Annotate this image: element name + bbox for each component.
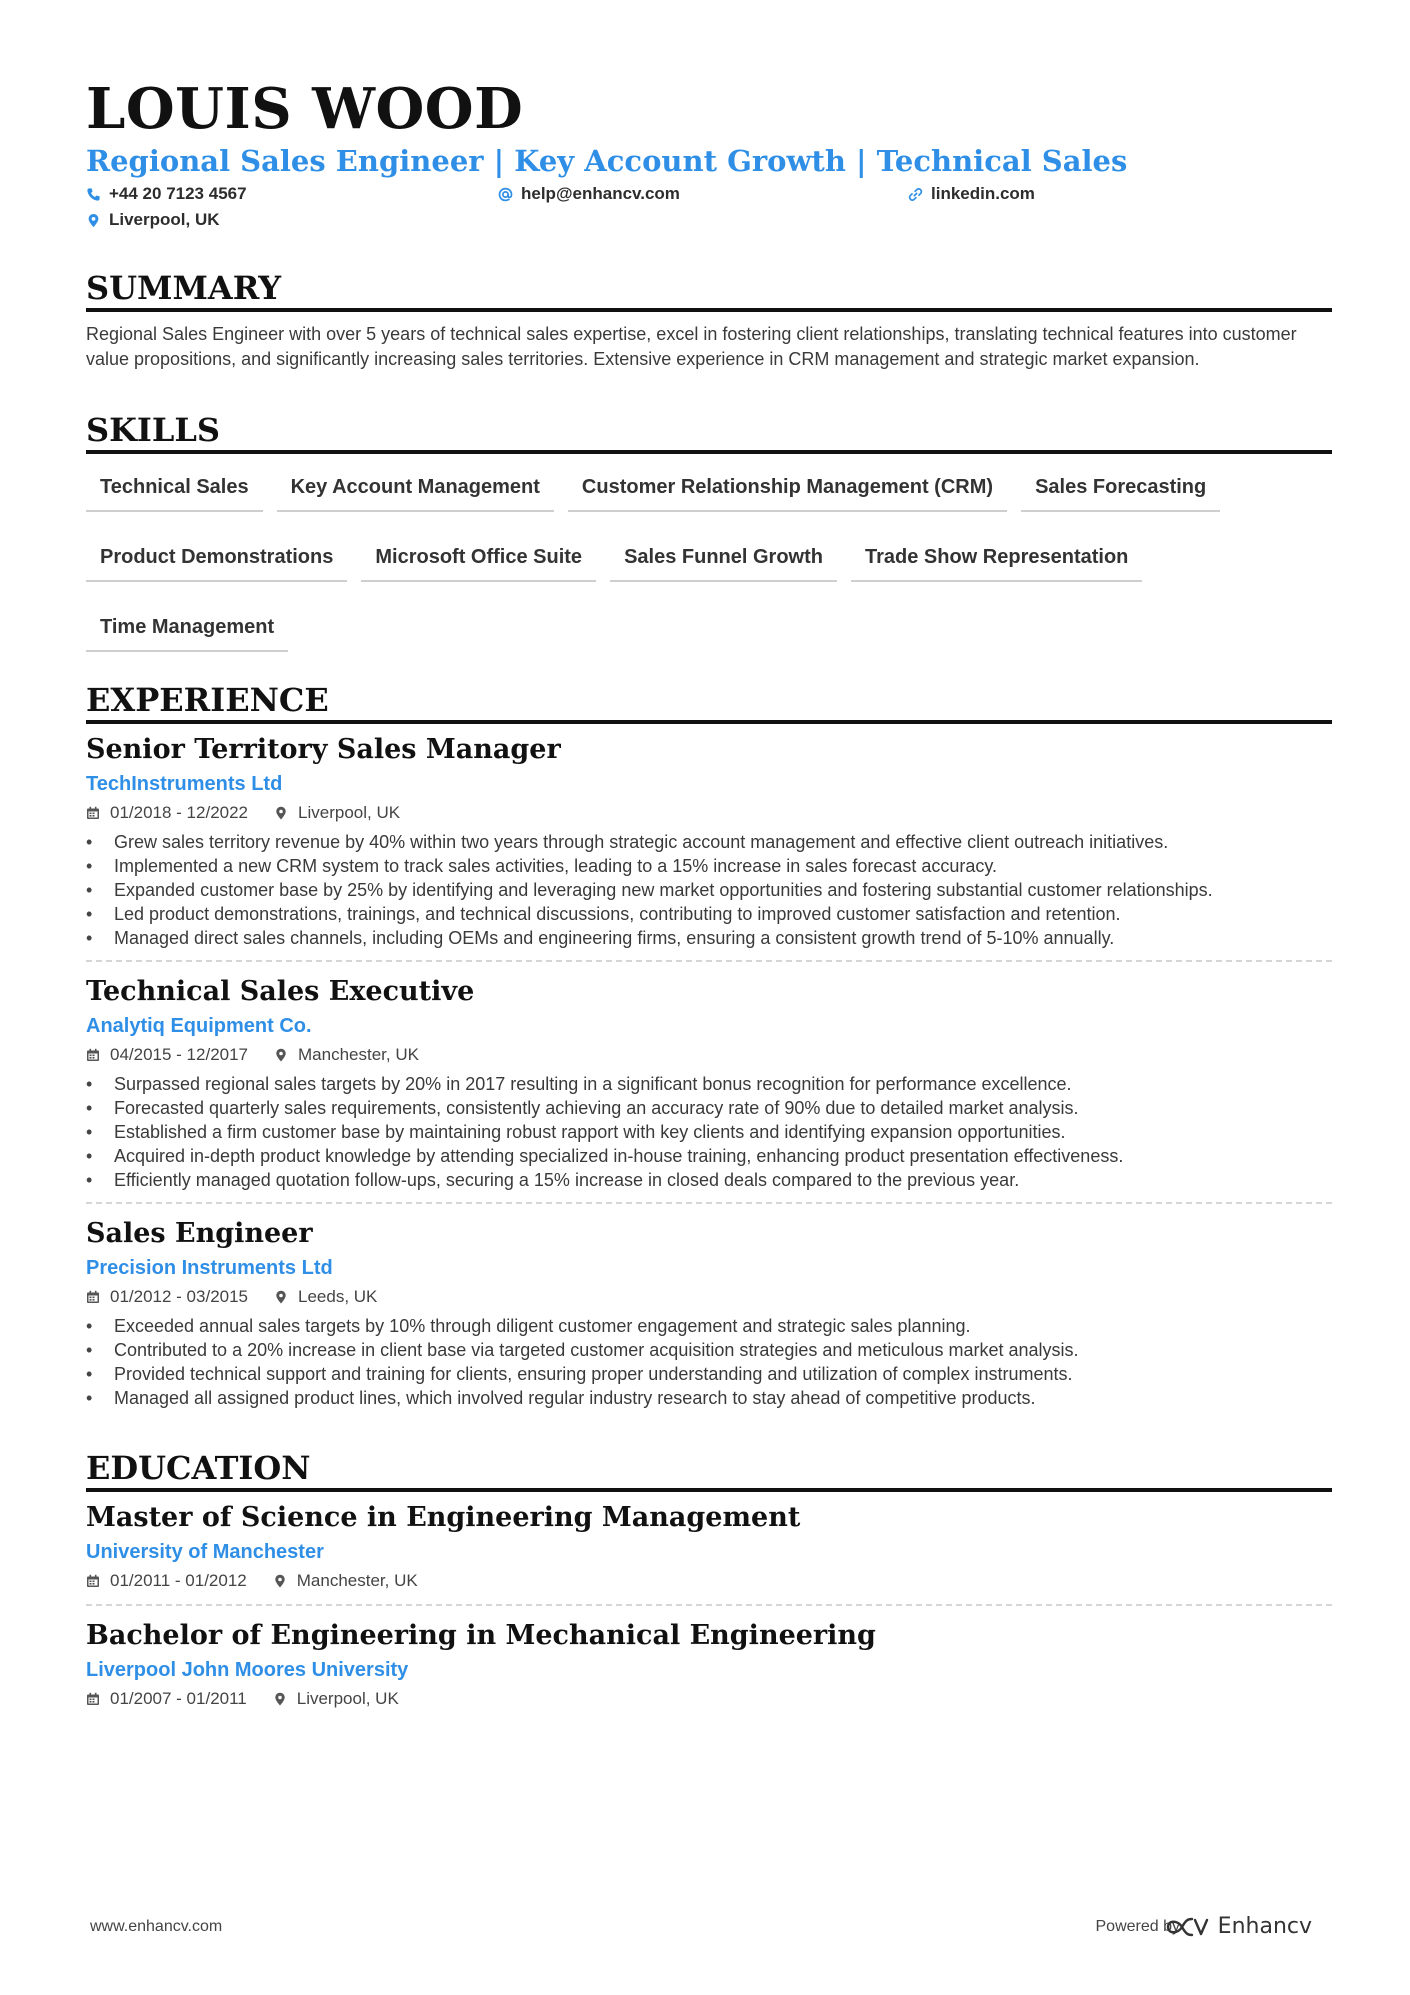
powered-by-label: Powered by xyxy=(1095,1918,1180,1935)
page-footer xyxy=(90,1914,1312,1944)
job-location xyxy=(274,1042,419,1068)
skill-tag: Trade Show Representation xyxy=(851,538,1142,582)
at-icon xyxy=(498,187,513,202)
contact-info xyxy=(86,182,1332,238)
entry-divider xyxy=(86,1202,1332,1204)
company-name: Precision Instruments Ltd xyxy=(86,1257,333,1279)
entry-divider xyxy=(86,960,1332,962)
section-divider xyxy=(86,450,1332,454)
skill-tag: Customer Relationship Management (CRM) xyxy=(568,468,1007,512)
achievement-item: • Acquired in-depth product knowledge by attending specialized in-house training, enhancing product presentation effectiveness. xyxy=(86,1144,1332,1168)
summary-section xyxy=(86,268,1332,372)
school-name: Liverpool John Moores University xyxy=(86,1659,409,1681)
summary-text: Regional Sales Engineer with over 5 years of technical sales expertise, excel in fostering client relationships, translating technical features into customer value propositions, and significantly increasing sales territories. Extensive experience in CRM management and strategic market expansion. xyxy=(86,324,1297,369)
experience-entry xyxy=(86,974,1332,1192)
education-title: EDUCATION xyxy=(86,1449,311,1487)
date-range xyxy=(86,1568,247,1594)
achievement-item: • Implemented a new CRM system to track sales activities, leading to a 15% increase in sales forecast accuracy. xyxy=(86,854,1332,878)
skill-tag: Product Demonstrations xyxy=(86,538,347,582)
phone-contact xyxy=(86,182,247,206)
calendar-icon xyxy=(86,1290,100,1304)
skill-tag: Microsoft Office Suite xyxy=(361,538,596,582)
resume-page xyxy=(86,76,1332,1712)
degree-title: Bachelor of Engineering in Mechanical Engineering xyxy=(86,1620,876,1651)
achievement-item: • Exceeded annual sales targets by 10% through diligent customer engagement and strategic sales planning. xyxy=(86,1314,1332,1338)
job-meta xyxy=(86,800,1332,826)
achievement-list xyxy=(86,1314,1332,1410)
experience-title: EXPERIENCE xyxy=(86,681,329,719)
skill-tag: Technical Sales xyxy=(86,468,263,512)
section-divider xyxy=(86,308,1332,312)
location-pin-icon xyxy=(274,1048,288,1062)
achievement-item: • Surpassed regional sales targets by 20% in 2017 resulting in a significant bonus recognition for performance excellence. xyxy=(86,1072,1332,1096)
location-pin-icon xyxy=(86,213,101,228)
skill-tag: Sales Forecasting xyxy=(1021,468,1220,512)
skill-tag: Time Management xyxy=(86,608,288,652)
location-text: Liverpool, UK xyxy=(296,1689,399,1708)
school-location xyxy=(273,1568,418,1594)
date-text: 04/2015 - 12/2017 xyxy=(110,1045,249,1064)
location-contact xyxy=(86,208,220,232)
skills-list xyxy=(86,468,1332,678)
link-icon xyxy=(908,187,923,202)
achievement-list xyxy=(86,830,1332,950)
brand-logo[interactable] xyxy=(1164,1914,1312,1939)
location-text: Liverpool, UK xyxy=(109,210,220,229)
education-entry xyxy=(86,1500,1332,1594)
education-section xyxy=(86,1448,1332,1712)
calendar-icon xyxy=(86,1574,100,1588)
candidate-name: LOUIS WOOD xyxy=(86,76,524,142)
section-divider xyxy=(86,720,1332,724)
footer-site-link[interactable]: www.enhancv.com xyxy=(90,1918,223,1935)
achievement-item: • Forecasted quarterly sales requirements, consistently achieving an accuracy rate of 90% due to detailed market analysis. xyxy=(86,1096,1332,1120)
achievement-item: • Led product demonstrations, trainings, and technical discussions, contributing to improved customer satisfaction and retention. xyxy=(86,902,1332,926)
location-text: Manchester, UK xyxy=(296,1571,418,1590)
phone-icon xyxy=(86,187,101,202)
summary-title: SUMMARY xyxy=(86,269,282,307)
date-text: 01/2007 - 01/2011 xyxy=(110,1689,247,1708)
achievement-item: • Managed all assigned product lines, which involved regular industry research to stay ahead of competitive products. xyxy=(86,1386,1332,1410)
section-divider xyxy=(86,1488,1332,1492)
entry-divider xyxy=(86,1604,1332,1606)
skill-tag: Key Account Management xyxy=(277,468,554,512)
degree-title: Master of Science in Engineering Management xyxy=(86,1502,801,1533)
location-pin-icon xyxy=(274,806,288,820)
email-text: help@enhancv.com xyxy=(521,184,680,203)
job-title: Technical Sales Executive xyxy=(86,976,475,1007)
school-name: University of Manchester xyxy=(86,1541,324,1563)
date-range xyxy=(86,1042,248,1068)
date-text: 01/2011 - 01/2012 xyxy=(110,1571,247,1590)
experience-section xyxy=(86,680,1332,1410)
date-text: 01/2018 - 12/2022 xyxy=(110,803,249,822)
location-pin-icon xyxy=(273,1574,287,1588)
job-meta xyxy=(86,1042,1332,1068)
email-contact[interactable] xyxy=(498,182,680,206)
achievement-list xyxy=(86,1072,1332,1192)
headline: Regional Sales Engineer | Key Account Growth | Technical Sales xyxy=(86,144,1128,178)
location-text: Leeds, UK xyxy=(298,1287,378,1306)
phone-text: +44 20 7123 4567 xyxy=(109,184,247,203)
website-contact[interactable] xyxy=(908,182,1035,206)
skills-title: SKILLS xyxy=(86,411,220,449)
date-range xyxy=(86,1284,248,1310)
job-meta xyxy=(86,1284,1332,1310)
education-meta xyxy=(86,1686,1332,1712)
location-pin-icon xyxy=(273,1692,287,1706)
location-pin-icon xyxy=(274,1290,288,1304)
calendar-icon xyxy=(86,1048,100,1062)
company-name: TechInstruments Ltd xyxy=(86,773,283,795)
skill-tag: Sales Funnel Growth xyxy=(610,538,837,582)
experience-entry xyxy=(86,1216,1332,1410)
date-range xyxy=(86,1686,247,1712)
enhancv-logo-icon xyxy=(1164,1915,1210,1939)
education-meta xyxy=(86,1568,1332,1594)
location-text: Manchester, UK xyxy=(298,1045,419,1064)
experience-entry xyxy=(86,732,1332,950)
achievement-item: • Contributed to a 20% increase in client base via targeted customer acquisition strategies and meticulous market analysis. xyxy=(86,1338,1332,1362)
achievement-item: • Expanded customer base by 25% by identifying and leveraging new market opportunities and fostering substantial customer relationships. xyxy=(86,878,1332,902)
company-name: Analytiq Equipment Co. xyxy=(86,1015,312,1037)
achievement-item: • Established a firm customer base by maintaining robust rapport with key clients and identifying expansion opportunities. xyxy=(86,1120,1332,1144)
achievement-item: • Efficiently managed quotation follow-ups, securing a 15% increase in closed deals compared to the previous year. xyxy=(86,1168,1332,1192)
calendar-icon xyxy=(86,1692,100,1706)
job-location xyxy=(274,800,400,826)
skills-section xyxy=(86,410,1332,678)
date-text: 01/2012 - 03/2015 xyxy=(110,1287,249,1306)
brand-name: Enhancv xyxy=(1217,1914,1312,1939)
calendar-icon xyxy=(86,806,100,820)
education-entry xyxy=(86,1618,1332,1712)
achievement-item: • Managed direct sales channels, including OEMs and engineering firms, ensuring a consistent growth trend of 5-10% annually. xyxy=(86,926,1332,950)
school-location xyxy=(273,1686,399,1712)
achievement-item: • Grew sales territory revenue by 40% within two years through strategic account management and effective client outreach initiatives. xyxy=(86,830,1332,854)
website-text: linkedin.com xyxy=(931,184,1035,203)
job-title: Senior Territory Sales Manager xyxy=(86,734,561,765)
job-location xyxy=(274,1284,377,1310)
date-range xyxy=(86,800,248,826)
location-text: Liverpool, UK xyxy=(298,803,401,822)
job-title: Sales Engineer xyxy=(86,1218,313,1249)
achievement-item: • Provided technical support and training for clients, ensuring proper understanding and utilization of complex instruments. xyxy=(86,1362,1332,1386)
